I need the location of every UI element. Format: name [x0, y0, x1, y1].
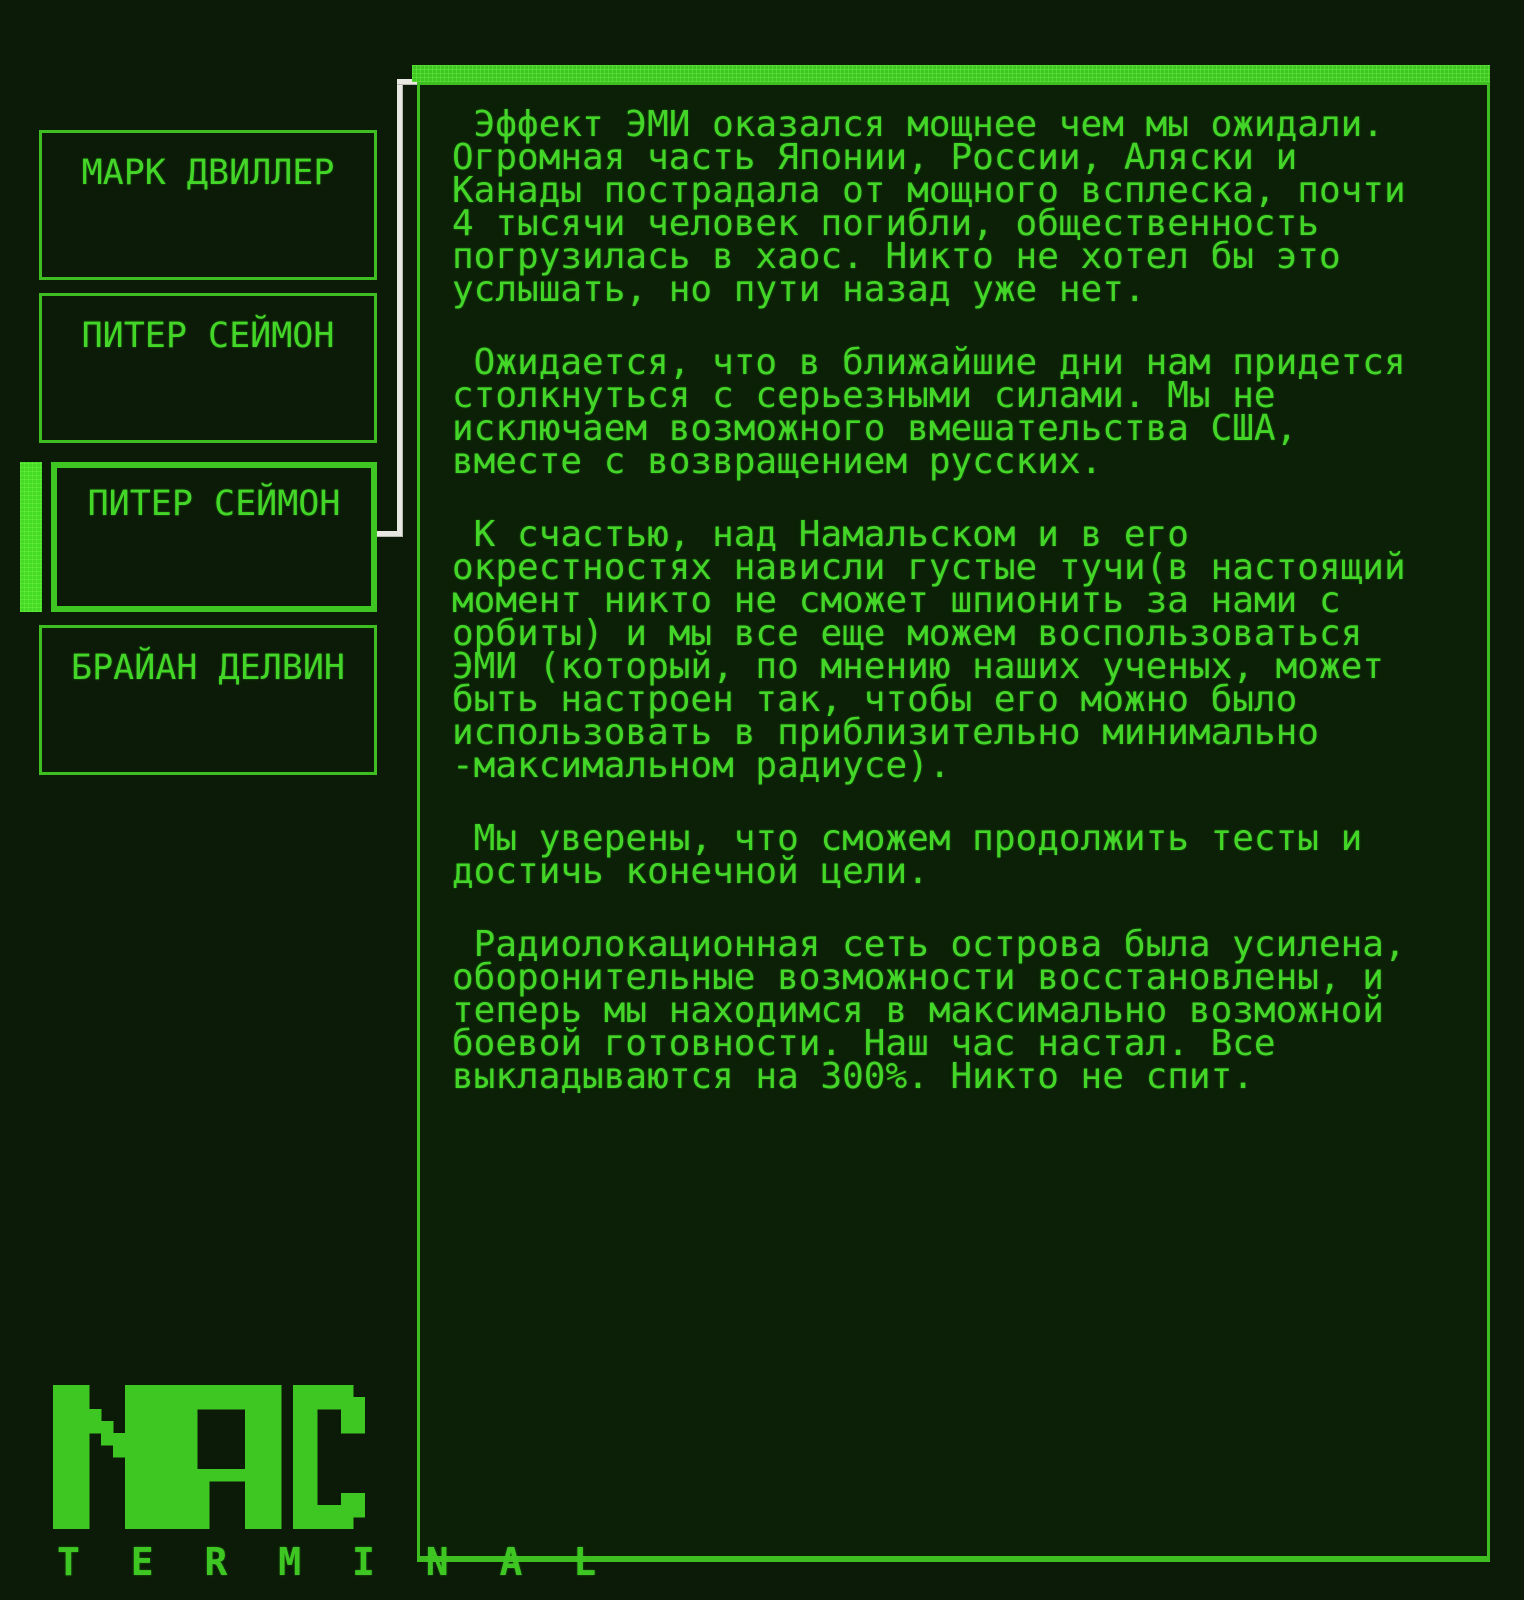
- log-paragraph: [452, 514, 1459, 786]
- terminal-label: T E R M I N A L: [57, 1540, 611, 1584]
- sidebar-item-1[interactable]: [39, 130, 377, 280]
- log-line: К счастью, над Намальском и в его: [452, 514, 1189, 555]
- sidebar-item-label: БРАЙАН ДЕЛВИН: [71, 648, 345, 688]
- log-line: столкнуться с серьезными силами. Мы не: [452, 375, 1276, 416]
- log-line: Огромная часть Японии, России, Аляски и: [452, 137, 1298, 178]
- sidebar-item-label: ПИТЕР СЕЙМОН: [81, 316, 335, 356]
- log-paragraph: [452, 924, 1459, 1097]
- sidebar-item-label: МАРК ДВИЛЛЕР: [81, 153, 335, 193]
- log-line: услышать, но пути назад уже нет.: [452, 269, 1146, 310]
- log-line: исключаем возможного вмешательства США,: [452, 408, 1298, 449]
- log-line: вместе с возвращением русских.: [452, 441, 1103, 482]
- log-line: окрестностях нависли густые тучи(в настоящий: [452, 547, 1406, 588]
- log-line: выкладываются на 300%. Никто не спит.: [452, 1056, 1254, 1097]
- sidebar-item-4[interactable]: [39, 625, 377, 775]
- log-line: Ожидается, что в ближайшие дни нам придется: [452, 342, 1406, 383]
- log-line: Мы уверены, что сможем продолжить тесты и: [452, 818, 1363, 859]
- sidebar-item-label: ПИТЕР СЕЙМОН: [87, 484, 341, 524]
- sidebar-item-3[interactable]: [51, 462, 377, 612]
- log-paragraph: [452, 104, 1459, 310]
- log-line: оборонительные возможности восстановлены, и: [452, 957, 1384, 998]
- log-line: Радиолокационная сеть острова была усилена,: [452, 924, 1406, 965]
- log-line: достичь конечной цели.: [452, 851, 929, 892]
- log-paragraph: [452, 342, 1459, 482]
- panel-title-bar: [412, 65, 1490, 82]
- selected-indicator: [20, 462, 42, 612]
- log-line: боевой готовности. Наш час настал. Все: [452, 1023, 1276, 1064]
- log-line: Канады пострадала от мощного всплеска, почти: [452, 170, 1406, 211]
- sidebar-item-2[interactable]: [39, 293, 377, 443]
- log-text: [420, 85, 1487, 1097]
- log-line: погрузилась в хаос. Никто не хотел бы это: [452, 236, 1341, 277]
- log-line: использовать в приблизительно минимально: [452, 712, 1319, 753]
- log-panel: [417, 82, 1490, 1562]
- log-line: ЭМИ (который, по мнению наших ученых, может: [452, 646, 1384, 687]
- log-paragraph: [452, 818, 1459, 892]
- selection-connector-line: [377, 531, 403, 537]
- log-line: Эффект ЭМИ оказался мощнее чем мы ожидали.: [452, 104, 1384, 145]
- nac-logo: [53, 1385, 365, 1529]
- selection-connector-line: [397, 79, 403, 537]
- log-line: момент никто не сможет шпионить за нами с: [452, 580, 1341, 621]
- log-line: 4 тысячи человек погибли, общественность: [452, 203, 1319, 244]
- log-line: теперь мы находимся в максимально возможной: [452, 990, 1384, 1031]
- log-line: орбиты) и мы все еще можем воспользоваться: [452, 613, 1363, 654]
- log-line: быть настроен так, чтобы его можно было: [452, 679, 1298, 720]
- log-line: -максимальном радиусе).: [452, 745, 951, 786]
